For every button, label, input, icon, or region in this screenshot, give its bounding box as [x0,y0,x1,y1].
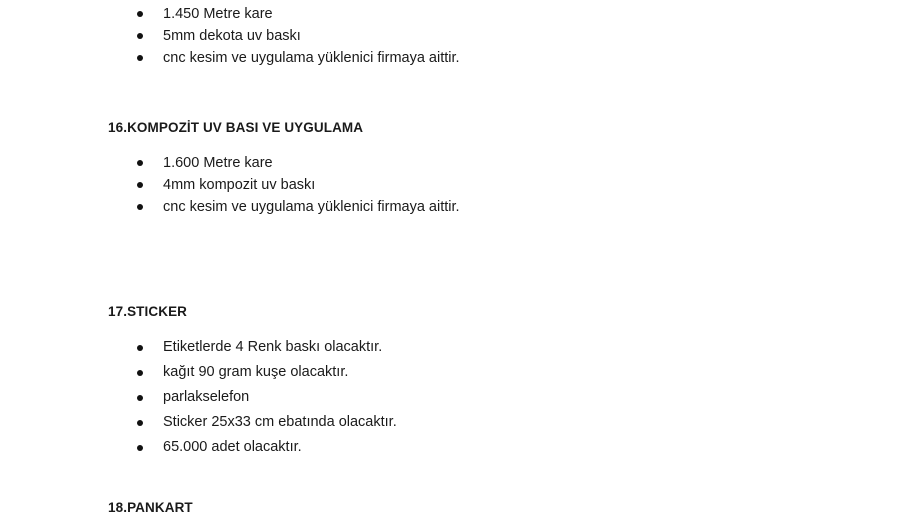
section-16-title: 16.KOMPOZİT UV BASI VE UYGULAMA [108,120,364,135]
section-17-title: 17.STICKER [108,304,188,319]
list-item-text: 1.450 Metre kare [163,6,273,22]
list-item-text: Etiketlerde 4 Renk baskı olacaktır. [163,339,383,355]
bullet-icon [137,160,143,166]
list-item-text: 5mm dekota uv baskı [163,28,301,44]
bullet-icon [137,370,143,376]
list-item-text: parlakselefon [163,389,250,405]
list-item-text: cnc kesim ve uygulama yüklenici firmaya aittir. [163,50,460,66]
list-item-text: cnc kesim ve uygulama yüklenici firmaya aittir. [163,199,460,215]
bullet-icon [137,33,143,39]
bullet-icon [137,445,143,451]
bullet-icon [137,204,143,210]
bullet-icon [137,11,143,17]
list-item-text: Sticker 25x33 cm ebatında olacaktır. [163,414,397,430]
bullet-icon [137,55,143,61]
list-item-text: 4mm kompozit uv baskı [163,177,316,193]
bullet-icon [137,420,143,426]
list-item-text: kağıt 90 gram kuşe olacaktır. [163,364,349,380]
list-item-text: 65.000 adet olacaktır. [163,439,302,455]
section-18-title: 18.PANKART [108,500,193,515]
bullet-icon [137,345,143,351]
bullet-icon [137,395,143,401]
list-item-text: 1.600 Metre kare [163,155,273,171]
bullet-icon [137,182,143,188]
